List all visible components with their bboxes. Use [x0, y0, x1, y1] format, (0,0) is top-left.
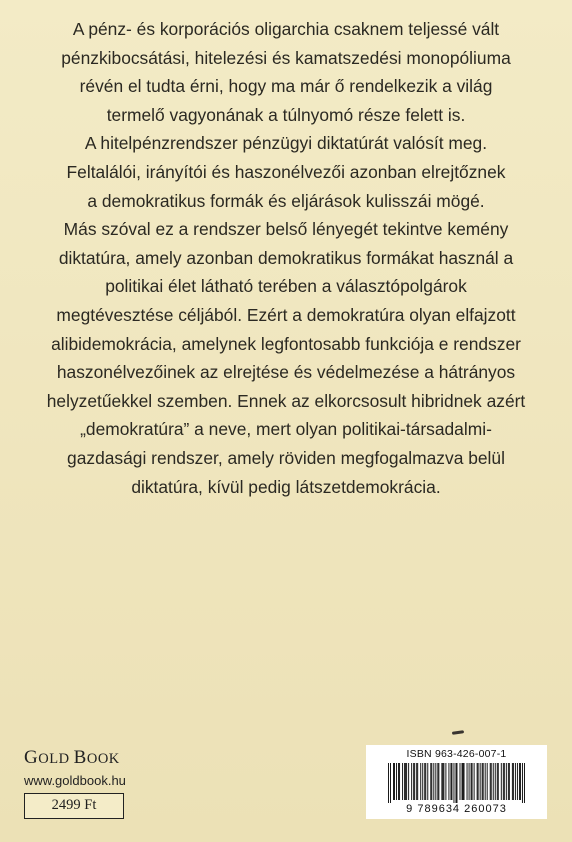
barcode-bar	[424, 763, 425, 800]
barcode-bar	[503, 763, 504, 800]
blurb-line: diktatúra, amely azonban demokratikus formákat használ a	[58, 247, 514, 268]
barcode-bar	[451, 763, 452, 800]
price-label: 2499 Ft	[51, 797, 97, 813]
barcode-icon	[388, 763, 525, 803]
barcode-bar	[517, 763, 518, 800]
barcode-bar	[519, 763, 520, 800]
barcode-bar	[422, 763, 423, 800]
barcode-bar	[394, 763, 395, 800]
barcode-bar	[406, 763, 407, 800]
barcode-bar	[497, 763, 498, 800]
barcode-bar	[455, 763, 456, 803]
barcode-bar	[442, 763, 443, 800]
ink-mark	[452, 730, 464, 735]
publisher-name-g: G	[24, 747, 39, 768]
blurb-line: megtévesztése céljából. Ezért a demokratúra olyan elfajzott	[56, 304, 516, 325]
blurb-line: politikai élet látható terében a választópolgárok	[105, 276, 467, 297]
barcode-bar	[467, 763, 468, 800]
barcode-bar	[460, 763, 461, 800]
blurb-line: „demokratúra” a neve, mert olyan politikai-társadalmi-	[80, 419, 492, 440]
barcode-bar	[416, 763, 417, 800]
barcode-bar	[445, 763, 446, 800]
barcode-bar	[390, 763, 391, 803]
barcode-bar	[524, 763, 525, 803]
isbn-label: ISBN 963-426-007-1	[406, 748, 507, 760]
blurb-line: Feltalálói, irányítói és haszonélvezői azonban elrejtőznek	[66, 161, 506, 182]
publisher-name-old: OLD	[38, 751, 74, 767]
barcode-bar	[485, 763, 486, 800]
barcode-bar	[464, 763, 465, 800]
blurb-line: haszonélvezőinek az elrejtése és védelmezése a hátrányos	[56, 362, 516, 383]
blurb-line: A pénz- és korporációs oligarchia csaknem teljessé vált	[72, 19, 500, 39]
barcode-bar	[474, 763, 475, 800]
barcode-bar	[462, 763, 463, 800]
price-box	[24, 793, 124, 819]
blurb-line: révén el tudta érni, hogy ma már ő rendelkezik a világ	[79, 76, 493, 97]
barcode-bar	[443, 763, 444, 800]
barcode-bar	[402, 763, 403, 800]
barcode-bar	[491, 763, 492, 800]
barcode-bar	[506, 763, 507, 800]
barcode-bar	[487, 763, 488, 800]
barcode-bar	[471, 763, 472, 800]
barcode-bar	[477, 763, 478, 800]
barcode-bar	[430, 763, 431, 800]
publisher-name	[24, 747, 126, 770]
barcode-bar	[404, 763, 405, 800]
barcode-bar	[513, 763, 514, 800]
publisher-url: www.goldbook.hu	[24, 773, 126, 788]
barcode-bar	[504, 763, 505, 800]
barcode-bar	[448, 763, 449, 800]
barcode-bar	[433, 763, 434, 800]
barcode-bar	[450, 763, 451, 800]
barcode-bar	[522, 763, 523, 803]
barcode-bar	[405, 763, 406, 800]
barcode-bar	[508, 763, 509, 800]
blurb-text	[26, 15, 546, 501]
blurb-line: A hitelpénzrendszer pénzügyi diktatúrát valósít meg.	[84, 133, 488, 154]
barcode-bar	[417, 763, 418, 800]
blurb-line: termelő vagyonának a túlnyomó része felett is.	[106, 104, 466, 125]
barcode-digits: 9 789634 260073	[406, 803, 507, 815]
barcode-box	[366, 745, 547, 819]
barcode-bar	[482, 763, 483, 800]
barcode-bar	[469, 763, 470, 800]
barcode-bar	[414, 763, 415, 800]
barcode-bar	[457, 763, 458, 803]
barcode-bar	[441, 763, 442, 800]
publisher-block	[24, 747, 126, 790]
barcode-bar	[483, 763, 484, 800]
barcode-bar	[437, 763, 438, 800]
barcode-bar	[490, 763, 491, 800]
barcode-bar	[388, 763, 389, 803]
blurb-line: alibidemokrácia, amelynek legfontosabb funkciója e rendszer	[51, 333, 521, 354]
barcode-bar	[453, 763, 454, 803]
barcode-bar	[399, 763, 400, 800]
barcode-bar	[472, 763, 473, 800]
publisher-name-ook: OOK	[86, 751, 120, 767]
barcode-bar	[495, 763, 496, 800]
barcode-bar	[478, 763, 479, 800]
barcode-bar	[393, 763, 394, 800]
blurb-line: pénzkibocsátási, hitelezési és kamatszedési monopóliuma	[61, 47, 511, 68]
barcode-bar	[512, 763, 513, 800]
barcode-bar	[493, 763, 494, 800]
barcode-bar	[480, 763, 481, 800]
blurb-line: gazdasági rendszer, amely röviden megfogalmazva belül	[67, 447, 505, 468]
barcode-bar	[411, 763, 412, 800]
publisher-name-b: B	[73, 747, 87, 768]
barcode-bar	[435, 763, 436, 800]
barcode-bar	[509, 763, 510, 800]
barcode-bar	[427, 763, 428, 800]
barcode-bar	[498, 763, 499, 800]
barcode-bar	[408, 763, 409, 800]
blurb-line: a demokratikus formák és eljárások kulisszái mögé.	[87, 190, 485, 211]
barcode-bar	[463, 763, 464, 800]
barcode-bar	[398, 763, 399, 800]
barcode-bar	[413, 763, 414, 800]
barcode-bar	[501, 763, 502, 800]
barcode-bar	[515, 763, 516, 800]
barcode-bar	[396, 763, 397, 800]
barcode-bar	[438, 763, 439, 800]
blurb-line: Más szóval ez a rendszer belső lényegét tekintve kemény	[63, 219, 509, 240]
blurb-line: helyzetűekkel szemben. Ennek az elkorcsosult hibridnek azért	[46, 390, 526, 411]
barcode-bar	[425, 763, 426, 800]
barcode-bar	[520, 763, 521, 800]
barcode-bar	[420, 763, 421, 800]
barcode-bar	[431, 763, 432, 800]
blurb-line: diktatúra, kívül pedig látszetdemokrácia.	[131, 476, 441, 497]
